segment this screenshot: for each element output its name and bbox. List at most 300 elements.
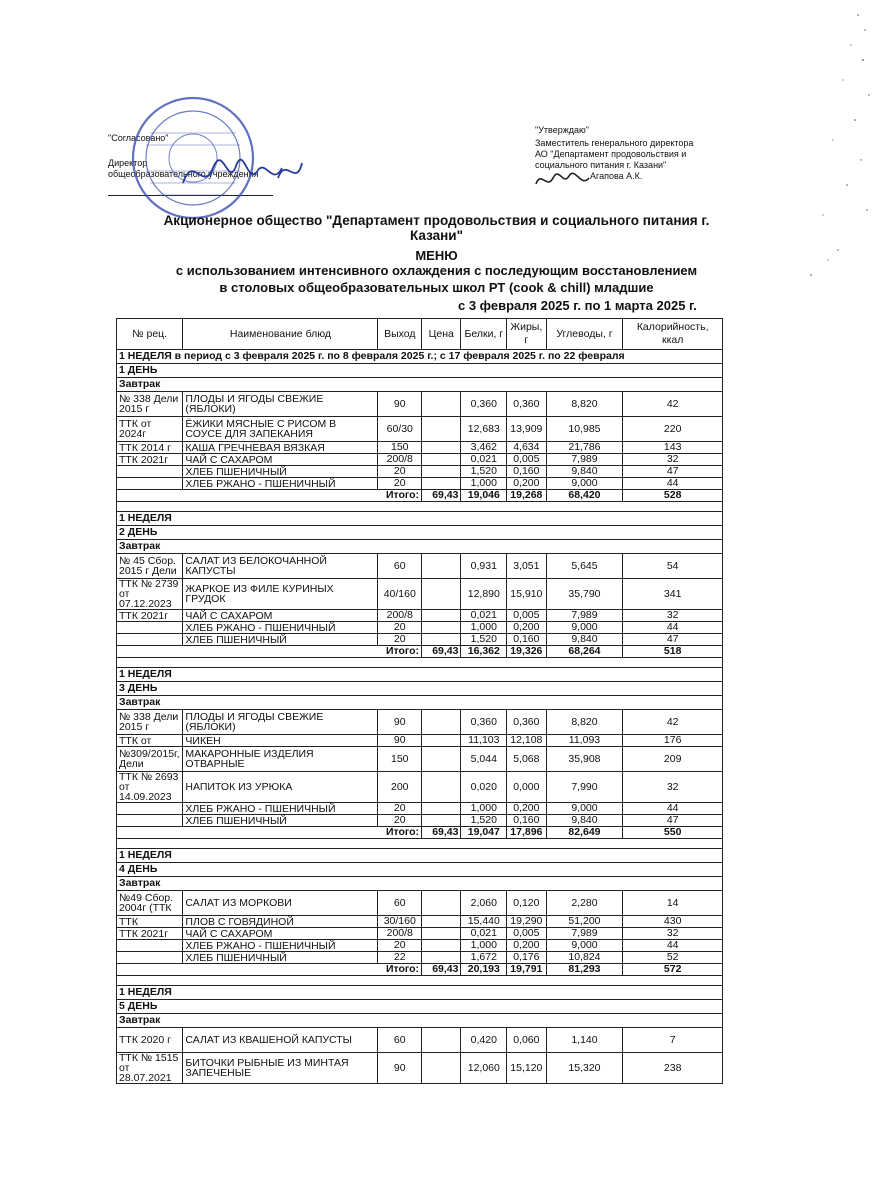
- table-row: [117, 442, 723, 454]
- table-row: [117, 454, 723, 466]
- approver-signer: Агапова А.К.: [590, 171, 643, 181]
- total-protein: 19,046: [461, 490, 507, 502]
- week-label-row: [117, 512, 723, 526]
- total-protein: 19,047: [461, 827, 507, 839]
- day-label-row: [117, 863, 723, 877]
- dish-fat: 0,160: [507, 466, 546, 478]
- spacer-row: [117, 839, 723, 849]
- dish-name: КАША ГРЕЧНЕВАЯ ВЯЗКАЯ: [183, 442, 378, 454]
- table-row: [117, 952, 723, 964]
- dish-carbs: 9,840: [546, 815, 623, 827]
- dish-kcal: 238: [623, 1053, 723, 1084]
- dish-price: [422, 579, 461, 610]
- total-row: [117, 646, 723, 658]
- dish-name: САЛАТ ИЗ МОРКОВИ: [183, 891, 378, 916]
- dish-kcal: 47: [623, 634, 723, 646]
- dish-name: ЧАЙ С САХАРОМ: [183, 610, 378, 622]
- dish-price: [422, 392, 461, 417]
- week-label-row: [117, 849, 723, 863]
- recipe-number: [117, 634, 183, 646]
- recipe-number: № 338 Дели 2015 г: [117, 710, 183, 735]
- menu-table: [116, 318, 723, 1084]
- dish-protein: 0,021: [461, 928, 507, 940]
- menu-period: с 3 февраля 2025 г. по 1 марта 2025 г.: [458, 298, 697, 313]
- dish-carbs: 1,140: [546, 1028, 623, 1053]
- dish-output: 200/8: [378, 454, 422, 466]
- dish-price: [422, 928, 461, 940]
- spacer-cell: [117, 658, 723, 668]
- day-label-row: [117, 682, 723, 696]
- director-label: Директор: [108, 158, 148, 168]
- dish-name: НАПИТОК ИЗ УРЮКА: [183, 772, 378, 803]
- dish-protein: 1,000: [461, 622, 507, 634]
- week-label-row-cell: 1 НЕДЕЛЯ: [117, 849, 723, 863]
- dish-protein: 0,021: [461, 454, 507, 466]
- signature-right-image: [533, 168, 593, 192]
- dish-output: 200/8: [378, 928, 422, 940]
- recipe-number: [117, 466, 183, 478]
- dish-carbs: 7,989: [546, 610, 623, 622]
- dish-fat: 0,200: [507, 478, 546, 490]
- dish-fat: 15,120: [507, 1053, 546, 1084]
- dish-output: 90: [378, 710, 422, 735]
- dish-carbs: 9,000: [546, 940, 623, 952]
- day-label-row: [117, 1000, 723, 1014]
- total-kcal: 528: [623, 490, 723, 502]
- week-label-row-cell: 1 НЕДЕЛЯ: [117, 668, 723, 682]
- total-row: [117, 827, 723, 839]
- recipe-number: ТТК 2021г: [117, 454, 183, 466]
- dish-fat: 0,005: [507, 928, 546, 940]
- dish-price: [422, 454, 461, 466]
- table-row: [117, 735, 723, 747]
- approver-line3: социального питания г. Казани": [535, 160, 667, 170]
- table-row: [117, 634, 723, 646]
- dish-fat: 0,200: [507, 622, 546, 634]
- dish-carbs: 10,985: [546, 417, 623, 442]
- spacer-cell: [117, 502, 723, 512]
- day-label-row-cell: 1 ДЕНЬ: [117, 364, 723, 378]
- dish-output: 20: [378, 803, 422, 815]
- dish-output: 90: [378, 392, 422, 417]
- dish-carbs: 9,000: [546, 803, 623, 815]
- dish-kcal: 44: [623, 940, 723, 952]
- dish-name: ХЛЕБ ПШЕНИЧНЫЙ: [183, 815, 378, 827]
- dish-carbs: 2,280: [546, 891, 623, 916]
- table-row: [117, 1028, 723, 1053]
- dish-name: САЛАТ ИЗ БЕЛОКОЧАННОЙ КАПУСТЫ: [183, 554, 378, 579]
- total-fat: 19,791: [507, 964, 546, 976]
- dish-output: 20: [378, 815, 422, 827]
- dish-price: [422, 478, 461, 490]
- dish-protein: 1,520: [461, 634, 507, 646]
- recipe-number: [117, 622, 183, 634]
- table-row: [117, 554, 723, 579]
- table-row: [117, 747, 723, 772]
- menu-title: МЕНЮ: [415, 248, 458, 263]
- dish-kcal: 220: [623, 417, 723, 442]
- dish-price: [422, 710, 461, 735]
- dish-output: 90: [378, 735, 422, 747]
- dish-protein: 1,672: [461, 952, 507, 964]
- table-row: [117, 803, 723, 815]
- dish-price: [422, 735, 461, 747]
- dish-fat: 0,360: [507, 392, 546, 417]
- dish-name: ПЛОДЫ И ЯГОДЫ СВЕЖИЕ (ЯБЛОКИ): [183, 392, 378, 417]
- table-row: [117, 891, 723, 916]
- spacer-row: [117, 502, 723, 512]
- dish-kcal: 341: [623, 579, 723, 610]
- dish-carbs: 51,200: [546, 916, 623, 928]
- recipe-number: ТТК № 2693 от 14.09.2023: [117, 772, 183, 803]
- dish-carbs: 8,820: [546, 392, 623, 417]
- total-kcal: 550: [623, 827, 723, 839]
- total-kcal: 572: [623, 964, 723, 976]
- dish-kcal: 32: [623, 772, 723, 803]
- dish-fat: 19,290: [507, 916, 546, 928]
- dish-protein: 3,462: [461, 442, 507, 454]
- dish-name: ЖАРКОЕ ИЗ ФИЛЕ КУРИНЫХ ГРУДОК: [183, 579, 378, 610]
- dish-kcal: 44: [623, 622, 723, 634]
- dish-kcal: 32: [623, 454, 723, 466]
- dish-price: [422, 634, 461, 646]
- dish-protein: 11,103: [461, 735, 507, 747]
- day-label-row: [117, 526, 723, 540]
- week-label-row-cell: 1 НЕДЕЛЯ: [117, 986, 723, 1000]
- table-row: [117, 940, 723, 952]
- dish-output: 20: [378, 466, 422, 478]
- dish-output: 60: [378, 891, 422, 916]
- dish-output: 90: [378, 1053, 422, 1084]
- col-rec: № рец.: [117, 319, 183, 350]
- dish-fat: 0,200: [507, 940, 546, 952]
- table-row: [117, 478, 723, 490]
- col-kcal: Калорийность, ккал: [623, 319, 723, 350]
- dish-kcal: 14: [623, 891, 723, 916]
- meal-label-row-cell: Завтрак: [117, 1014, 723, 1028]
- dish-name: ЧИКЕН: [183, 735, 378, 747]
- col-carbs: Углеводы, г: [546, 319, 623, 350]
- table-row: [117, 916, 723, 928]
- dish-price: [422, 622, 461, 634]
- dish-carbs: 9,840: [546, 634, 623, 646]
- approver-line1: Заместитель генерального директора: [535, 138, 694, 148]
- dish-price: [422, 554, 461, 579]
- dish-kcal: 44: [623, 803, 723, 815]
- recipe-number: №309/2015г, Дели: [117, 747, 183, 772]
- dish-output: 20: [378, 478, 422, 490]
- dish-output: 60: [378, 554, 422, 579]
- dish-output: 60: [378, 1028, 422, 1053]
- dish-carbs: 15,320: [546, 1053, 623, 1084]
- dish-fat: 0,176: [507, 952, 546, 964]
- total-protein: 20,193: [461, 964, 507, 976]
- dish-price: [422, 772, 461, 803]
- total-carbs: 68,264: [546, 646, 623, 658]
- meal-label-row-cell: Завтрак: [117, 378, 723, 392]
- dish-kcal: 42: [623, 710, 723, 735]
- dish-protein: 1,000: [461, 803, 507, 815]
- recipe-number: ТТК 2021г: [117, 928, 183, 940]
- dish-output: 150: [378, 442, 422, 454]
- org-title-line1: Акционерное общество "Департамент продовольствия и социального питания г.: [163, 213, 710, 228]
- dish-fat: 0,160: [507, 815, 546, 827]
- dish-carbs: 7,990: [546, 772, 623, 803]
- dish-protein: 5,044: [461, 747, 507, 772]
- spacer-cell: [117, 839, 723, 849]
- total-price: 69,43: [422, 646, 461, 658]
- total-fat: 19,268: [507, 490, 546, 502]
- total-kcal: 518: [623, 646, 723, 658]
- dish-carbs: 11,093: [546, 735, 623, 747]
- dish-kcal: 7: [623, 1028, 723, 1053]
- dish-output: 40/160: [378, 579, 422, 610]
- dish-name: ПЛОДЫ И ЯГОДЫ СВЕЖИЕ (ЯБЛОКИ): [183, 710, 378, 735]
- agreed-label: "Согласовано": [108, 133, 169, 143]
- dish-carbs: 7,989: [546, 928, 623, 940]
- day-label-row-cell: 3 ДЕНЬ: [117, 682, 723, 696]
- dish-name: ЁЖИКИ МЯСНЫЕ С РИСОМ В СОУСЕ ДЛЯ ЗАПЕКАНИЯ: [183, 417, 378, 442]
- recipe-number: ТТК 2021г: [117, 610, 183, 622]
- dish-carbs: 8,820: [546, 710, 623, 735]
- dish-name: ЧАЙ С САХАРОМ: [183, 928, 378, 940]
- dish-protein: 12,683: [461, 417, 507, 442]
- dish-name: ХЛЕБ ПШЕНИЧНЫЙ: [183, 466, 378, 478]
- dish-fat: 0,005: [507, 454, 546, 466]
- dish-name: БИТОЧКИ РЫБНЫЕ ИЗ МИНТАЯ ЗАПЕЧЕНЫЕ: [183, 1053, 378, 1084]
- dish-carbs: 35,790: [546, 579, 623, 610]
- spacer-cell: [117, 976, 723, 986]
- day-label-row-cell: 5 ДЕНЬ: [117, 1000, 723, 1014]
- dish-name: МАКАРОННЫЕ ИЗДЕЛИЯ ОТВАРНЫЕ: [183, 747, 378, 772]
- signature-left-image: [178, 148, 308, 198]
- meal-label-row: [117, 540, 723, 554]
- dish-protein: 0,360: [461, 710, 507, 735]
- total-label: Итого:: [117, 646, 422, 658]
- meal-label-row-cell: Завтрак: [117, 877, 723, 891]
- total-label: Итого:: [117, 490, 422, 502]
- dish-price: [422, 442, 461, 454]
- dish-kcal: 42: [623, 392, 723, 417]
- col-name: Наименование блюд: [183, 319, 378, 350]
- dish-price: [422, 916, 461, 928]
- meal-label-row: [117, 696, 723, 710]
- recipe-number: №49 Сбор. 2004г (ТТК: [117, 891, 183, 916]
- col-price: Цена: [422, 319, 461, 350]
- dish-kcal: 32: [623, 928, 723, 940]
- table-row: [117, 815, 723, 827]
- menu-subtitle-1: с использованием интенсивного охлаждения с последующим восстановлением: [175, 263, 698, 278]
- dish-carbs: 5,645: [546, 554, 623, 579]
- day-label-row-cell: 4 ДЕНЬ: [117, 863, 723, 877]
- dish-output: 60/30: [378, 417, 422, 442]
- dish-name: ХЛЕБ ПШЕНИЧНЫЙ: [183, 634, 378, 646]
- table-row: [117, 622, 723, 634]
- dish-fat: 0,200: [507, 803, 546, 815]
- dish-protein: 12,890: [461, 579, 507, 610]
- recipe-number: № 45 Сбор. 2015 г Дели: [117, 554, 183, 579]
- dish-protein: 12,060: [461, 1053, 507, 1084]
- total-label: Итого:: [117, 827, 422, 839]
- dish-protein: 1,000: [461, 940, 507, 952]
- dish-price: [422, 417, 461, 442]
- dish-kcal: 52: [623, 952, 723, 964]
- dish-name: ЧАЙ С САХАРОМ: [183, 454, 378, 466]
- dish-price: [422, 1053, 461, 1084]
- week-period-row: [117, 350, 723, 364]
- dish-price: [422, 747, 461, 772]
- total-carbs: 81,293: [546, 964, 623, 976]
- dish-carbs: 7,989: [546, 454, 623, 466]
- dish-name: ПЛОВ С ГОВЯДИНОЙ: [183, 916, 378, 928]
- recipe-number: ТТК от 2024г: [117, 417, 183, 442]
- table-row: [117, 928, 723, 940]
- table-row: [117, 466, 723, 478]
- dish-fat: 15,910: [507, 579, 546, 610]
- approver-line2: АО "Департамент продовольствия и: [535, 149, 687, 159]
- total-protein: 16,362: [461, 646, 507, 658]
- dish-fat: 0,005: [507, 610, 546, 622]
- institution-label: общеобразовательного учреждения: [108, 169, 259, 179]
- recipe-number: ТТК от: [117, 735, 183, 747]
- table-header-row: [117, 319, 723, 350]
- recipe-number: ТТК № 1515 от 28.07.2021: [117, 1053, 183, 1084]
- total-carbs: 68,420: [546, 490, 623, 502]
- table-row: [117, 579, 723, 610]
- dish-protein: 1,520: [461, 466, 507, 478]
- dish-protein: 0,020: [461, 772, 507, 803]
- col-fat: Жиры, г: [507, 319, 546, 350]
- dish-fat: 5,068: [507, 747, 546, 772]
- total-carbs: 82,649: [546, 827, 623, 839]
- dish-carbs: 9,000: [546, 622, 623, 634]
- recipe-number: ТТК 2020 г: [117, 1028, 183, 1053]
- total-price: 69,43: [422, 827, 461, 839]
- dish-price: [422, 940, 461, 952]
- menu-subtitle-2: в столовых общеобразовательных школ РТ (cook & chill) младшие: [219, 280, 654, 295]
- recipe-number: ТТК: [117, 916, 183, 928]
- dish-fat: 0,360: [507, 710, 546, 735]
- recipe-number: [117, 940, 183, 952]
- dish-output: 30/160: [378, 916, 422, 928]
- week-period-row-cell: 1 НЕДЕЛЯ в период с 3 февраля 2025 г. по 8 февраля 2025 г.; с 17 февраля 2025 г. по 22 февраля: [117, 350, 723, 364]
- recipe-number: [117, 815, 183, 827]
- dish-output: 150: [378, 747, 422, 772]
- dish-price: [422, 815, 461, 827]
- dish-kcal: 54: [623, 554, 723, 579]
- dish-protein: 1,520: [461, 815, 507, 827]
- total-fat: 19,326: [507, 646, 546, 658]
- col-protein: Белки, г: [461, 319, 507, 350]
- recipe-number: [117, 478, 183, 490]
- dish-name: САЛАТ ИЗ КВАШЕНОЙ КАПУСТЫ: [183, 1028, 378, 1053]
- dish-price: [422, 610, 461, 622]
- dish-fat: 0,000: [507, 772, 546, 803]
- dish-output: 200: [378, 772, 422, 803]
- recipe-number: ТТК 2014 г: [117, 442, 183, 454]
- spacer-row: [117, 658, 723, 668]
- dish-fat: 3,051: [507, 554, 546, 579]
- meal-label-row-cell: Завтрак: [117, 540, 723, 554]
- dish-protein: 0,021: [461, 610, 507, 622]
- dish-price: [422, 952, 461, 964]
- dish-protein: 0,360: [461, 392, 507, 417]
- table-row: [117, 392, 723, 417]
- dish-kcal: 209: [623, 747, 723, 772]
- dish-fat: 0,160: [507, 634, 546, 646]
- dish-output: 20: [378, 940, 422, 952]
- dish-kcal: 143: [623, 442, 723, 454]
- spacer-row: [117, 976, 723, 986]
- dish-kcal: 32: [623, 610, 723, 622]
- meal-label-row: [117, 1014, 723, 1028]
- dish-price: [422, 466, 461, 478]
- dish-carbs: 9,000: [546, 478, 623, 490]
- meal-label-row-cell: Завтрак: [117, 696, 723, 710]
- dish-protein: 15,440: [461, 916, 507, 928]
- recipe-number: [117, 952, 183, 964]
- table-row: [117, 710, 723, 735]
- recipe-number: № 338 Дели 2015 г: [117, 392, 183, 417]
- meal-label-row: [117, 877, 723, 891]
- dish-price: [422, 803, 461, 815]
- table-row: [117, 610, 723, 622]
- recipe-number: [117, 803, 183, 815]
- week-label-row-cell: 1 НЕДЕЛЯ: [117, 512, 723, 526]
- dish-kcal: 176: [623, 735, 723, 747]
- approved-label: "Утверждаю": [535, 125, 589, 135]
- org-title-line2: Казани": [410, 228, 463, 243]
- dish-carbs: 21,786: [546, 442, 623, 454]
- dish-fat: 12,108: [507, 735, 546, 747]
- dish-fat: 0,120: [507, 891, 546, 916]
- table-row: [117, 417, 723, 442]
- dish-name: ХЛЕБ РЖАНО - ПШЕНИЧНЫЙ: [183, 622, 378, 634]
- dish-price: [422, 1028, 461, 1053]
- dish-protein: 0,420: [461, 1028, 507, 1053]
- dish-carbs: 35,908: [546, 747, 623, 772]
- dish-fat: 13,909: [507, 417, 546, 442]
- dish-name: ХЛЕБ РЖАНО - ПШЕНИЧНЫЙ: [183, 803, 378, 815]
- week-label-row: [117, 986, 723, 1000]
- dish-name: ХЛЕБ РЖАНО - ПШЕНИЧНЫЙ: [183, 940, 378, 952]
- dish-kcal: 44: [623, 478, 723, 490]
- dish-kcal: 47: [623, 815, 723, 827]
- table-row: [117, 1053, 723, 1084]
- menu-body: [117, 350, 723, 1084]
- dish-output: 22: [378, 952, 422, 964]
- day-label-row-cell: 2 ДЕНЬ: [117, 526, 723, 540]
- total-label: Итого:: [117, 964, 422, 976]
- dish-carbs: 9,840: [546, 466, 623, 478]
- total-fat: 17,896: [507, 827, 546, 839]
- week-label-row: [117, 668, 723, 682]
- dish-output: 20: [378, 634, 422, 646]
- dish-carbs: 10,824: [546, 952, 623, 964]
- dish-fat: 4,634: [507, 442, 546, 454]
- dish-name: ХЛЕБ РЖАНО - ПШЕНИЧНЫЙ: [183, 478, 378, 490]
- total-row: [117, 964, 723, 976]
- dish-price: [422, 891, 461, 916]
- total-price: 69,43: [422, 490, 461, 502]
- dish-kcal: 430: [623, 916, 723, 928]
- meal-label-row: [117, 378, 723, 392]
- dish-protein: 0,931: [461, 554, 507, 579]
- total-row: [117, 490, 723, 502]
- total-price: 69,43: [422, 964, 461, 976]
- recipe-number: ТТК № 2739 от 07.12.2023: [117, 579, 183, 610]
- col-output: Выход: [378, 319, 422, 350]
